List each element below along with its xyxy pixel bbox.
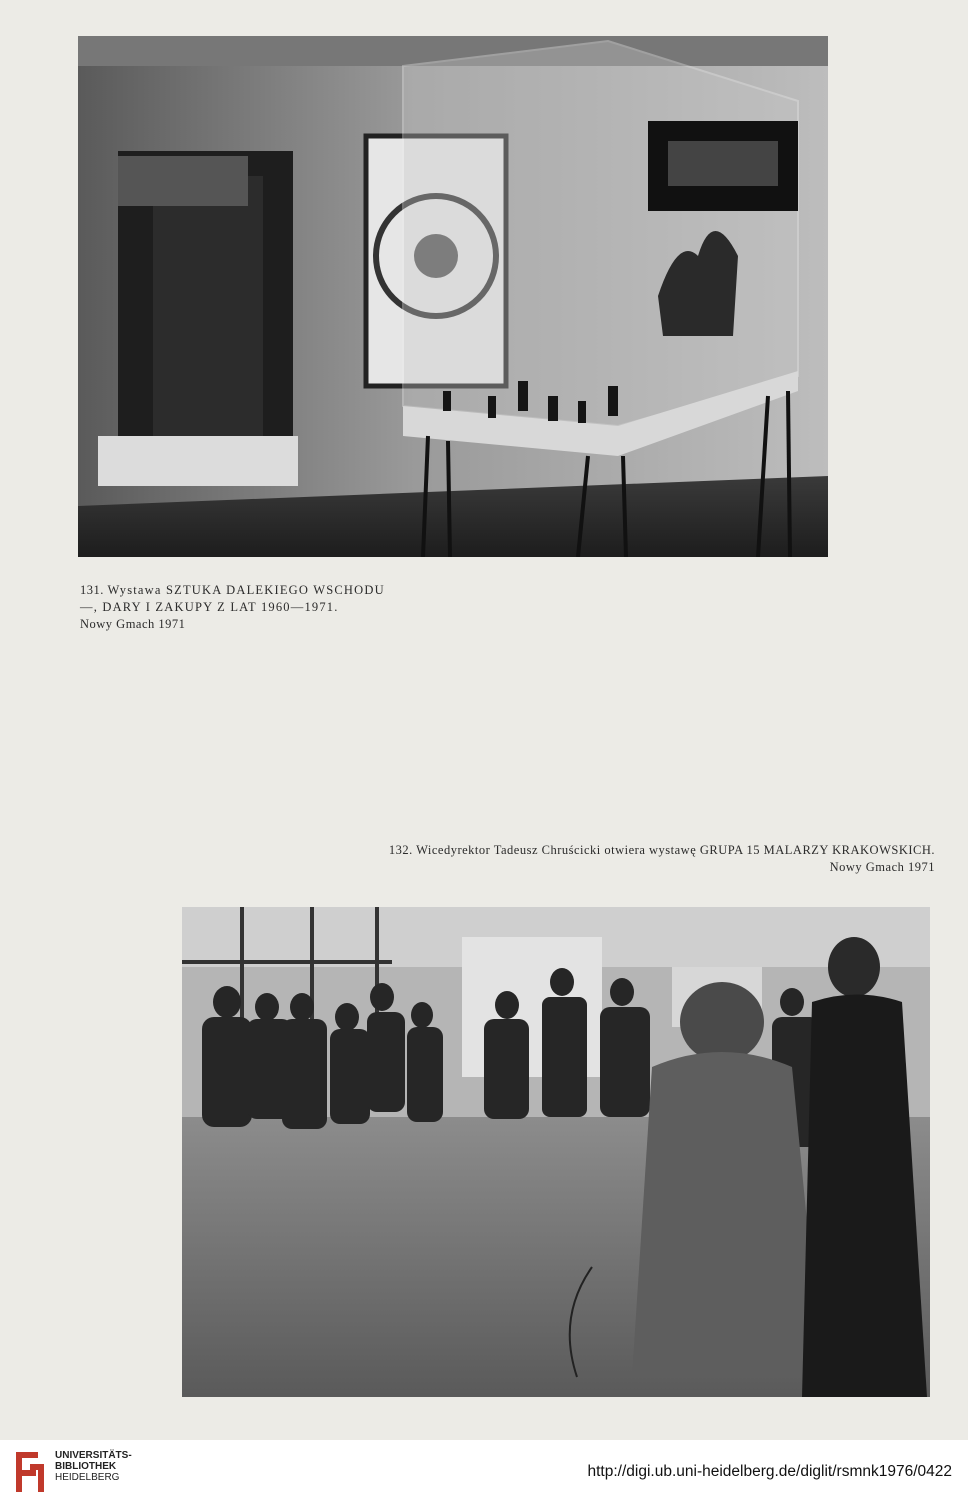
- caption-line: —, DARY I ZAKUPY Z LAT 1960—1971.: [80, 600, 339, 614]
- library-name-line3: HEIDELBERG: [55, 1472, 120, 1483]
- photo-illustration-132: [182, 907, 930, 1397]
- figure-number: 131.: [80, 583, 104, 597]
- caption-line: Nowy Gmach 1971: [829, 860, 935, 874]
- caption-figure-132: [200, 842, 935, 876]
- exhibition-opening-photo: [182, 907, 930, 1397]
- caption-line: Wicedyrektor Tadeusz Chruścicki otwiera wystawę GRUPA 15 MALARZY KRAKOWSKICH.: [416, 843, 935, 857]
- caption-line: Wystawa SZTUKA DALEKIEGO WSCHODU: [107, 583, 385, 597]
- library-name-line1: UNIVERSITÄTS-: [55, 1450, 132, 1461]
- library-name-line2: BIBLIOTHEK: [55, 1461, 117, 1472]
- library-name: [55, 1450, 132, 1483]
- source-url-link[interactable]: http://digi.ub.uni-heidelberg.de/diglit/rsmnk1976/0422: [587, 1463, 952, 1480]
- figure-number: 132.: [388, 843, 413, 857]
- library-logo-icon: [12, 1448, 48, 1496]
- caption-figure-131: [80, 582, 500, 633]
- photo-illustration-131: [78, 36, 828, 557]
- caption-line: Nowy Gmach 1971: [80, 617, 186, 631]
- exhibition-photo-far-east-art: [78, 36, 828, 557]
